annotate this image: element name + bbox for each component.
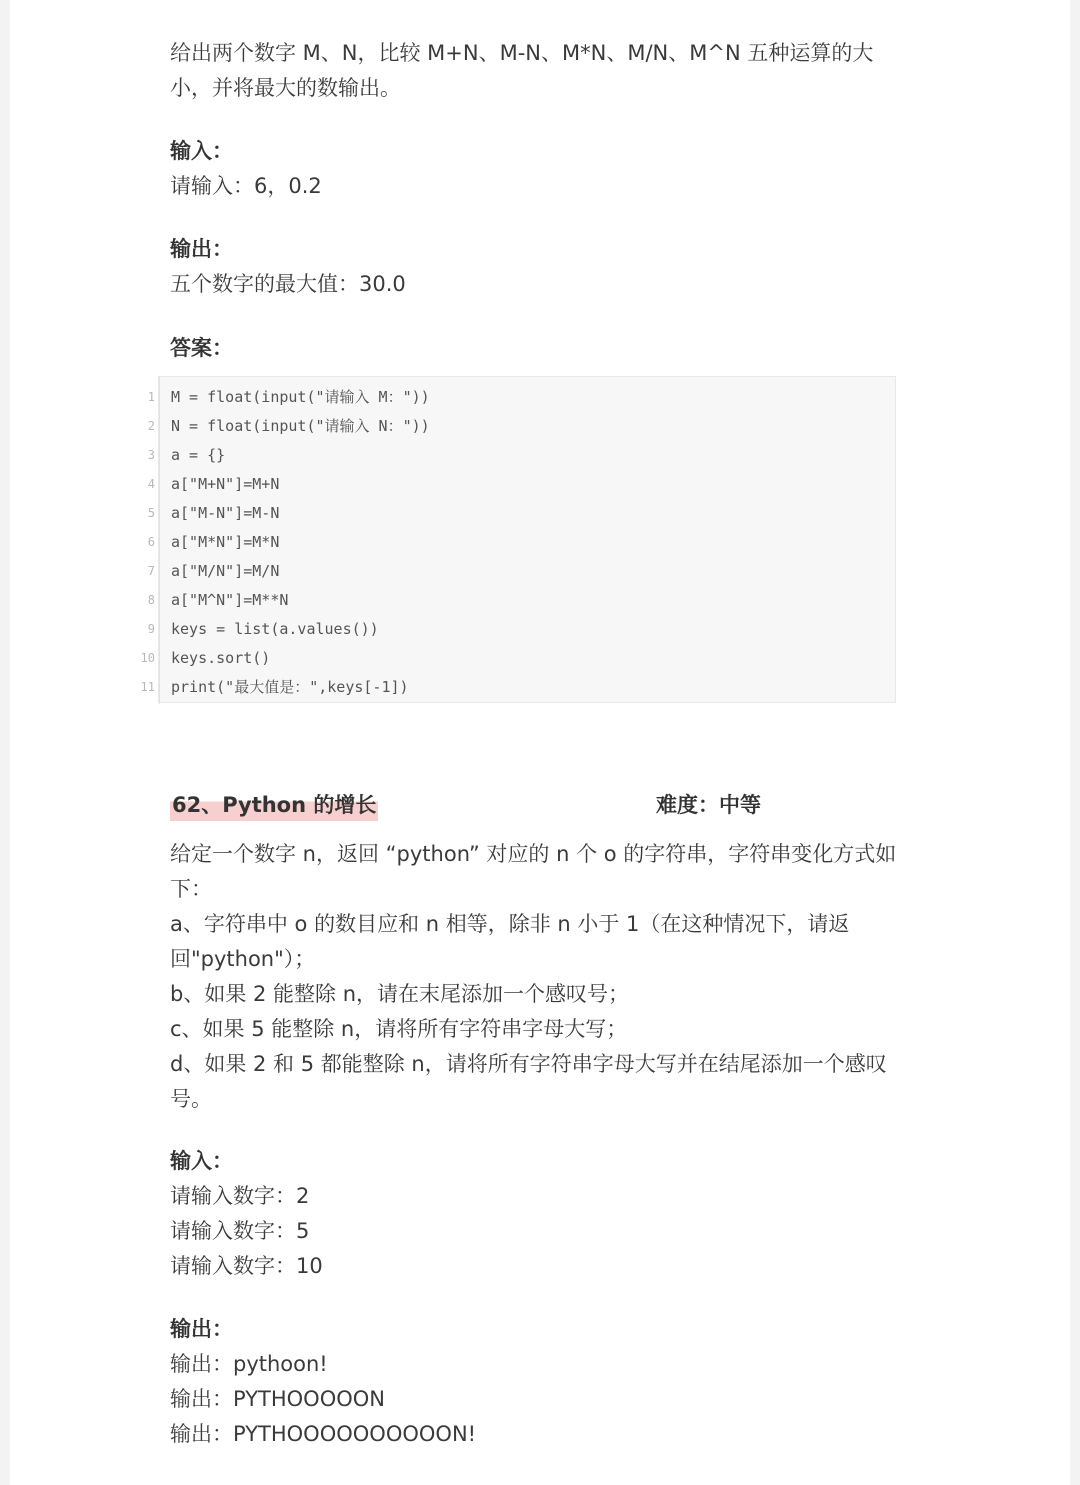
problem-description bbox=[170, 837, 910, 1117]
code-text: a["M*N"]=M*N bbox=[171, 533, 280, 551]
code-line bbox=[140, 644, 897, 673]
code-line bbox=[147, 615, 897, 644]
code-block bbox=[140, 376, 896, 703]
line-number: 2 bbox=[147, 419, 155, 433]
line-number: 6 bbox=[147, 535, 155, 549]
input-example: 请输入数字：10 bbox=[170, 1254, 323, 1278]
input-example: 请输入数字：2 bbox=[170, 1184, 310, 1208]
description-line: 给出两个数字 M、N，比较 M+N、M-N、M*N、M/N、M^N 五种运算的大 bbox=[170, 41, 874, 65]
line-number: 1 bbox=[147, 390, 155, 404]
line-number: 8 bbox=[147, 593, 155, 607]
output-heading: 输出： bbox=[170, 237, 233, 261]
code-text: N = float(input("请输入 N：")) bbox=[171, 417, 430, 435]
code-text: print("最大值是：",keys[-1]) bbox=[171, 678, 409, 696]
description-line: 回"python"）； bbox=[170, 947, 316, 971]
code-text: keys = list(a.values()) bbox=[171, 620, 379, 638]
output-example: 输出：pythoon! bbox=[170, 1352, 328, 1376]
code-text: a["M-N"]=M-N bbox=[171, 504, 280, 522]
problem-description bbox=[170, 36, 910, 106]
input-section bbox=[170, 134, 910, 204]
line-number: 3 bbox=[147, 448, 155, 462]
code-line bbox=[147, 586, 897, 615]
line-number: 5 bbox=[147, 506, 155, 520]
code-text: a["M^N"]=M**N bbox=[171, 591, 289, 609]
code-line bbox=[147, 499, 897, 528]
difficulty-label: 难度：中等 bbox=[656, 793, 761, 817]
line-number: 11 bbox=[140, 680, 155, 694]
description-line: 给定一个数字 n，返回 “python” 对应的 n 个 o 的字符串，字符串变化方式如 bbox=[170, 842, 897, 866]
code-line bbox=[147, 470, 897, 499]
answer-heading: 答案： bbox=[170, 336, 233, 360]
code-line bbox=[147, 441, 897, 470]
description-line: 小，并将最大的数输出。 bbox=[170, 76, 401, 100]
section-title bbox=[170, 787, 378, 823]
description-line: 下： bbox=[170, 877, 212, 901]
input-section bbox=[170, 1144, 910, 1284]
code-text: a = {} bbox=[171, 446, 226, 464]
input-example: 请输入：6，0.2 bbox=[170, 174, 322, 198]
line-number: 4 bbox=[147, 477, 155, 491]
answer-section bbox=[170, 331, 910, 366]
output-section bbox=[170, 1312, 910, 1452]
description-line: c、如果 5 能整除 n，请将所有字符串字母大写； bbox=[170, 1017, 628, 1041]
code-text: a["M+N"]=M+N bbox=[171, 475, 280, 493]
code-text: keys.sort() bbox=[171, 649, 271, 667]
input-heading: 输入： bbox=[170, 1149, 233, 1173]
output-example: 五个数字的最大值：30.0 bbox=[170, 272, 406, 296]
code-text: a["M/N"]=M/N bbox=[171, 562, 280, 580]
code-line bbox=[147, 557, 897, 586]
code-text: M = float(input("请输入 M：")) bbox=[171, 388, 430, 406]
line-number: 10 bbox=[140, 651, 155, 665]
input-example: 请输入数字：5 bbox=[170, 1219, 310, 1243]
description-line: b、如果 2 能整除 n，请在末尾添加一个感叹号； bbox=[170, 982, 630, 1006]
output-example: 输出：PYTHOOOOON bbox=[170, 1387, 386, 1411]
page bbox=[10, 0, 1070, 1485]
description-line: d、如果 2 和 5 都能整除 n，请将所有字符串字母大写并在结尾添加一个感叹 bbox=[170, 1052, 887, 1076]
code-line bbox=[147, 528, 897, 557]
line-number: 9 bbox=[147, 622, 155, 636]
input-heading: 输入： bbox=[170, 139, 233, 163]
description-line: a、字符串中 o 的数目应和 n 相等，除非 n 小于 1（在这种情况下，请返 bbox=[170, 912, 850, 936]
code-line bbox=[140, 673, 897, 702]
line-number: 7 bbox=[147, 564, 155, 578]
output-section bbox=[170, 232, 910, 302]
output-heading: 输出： bbox=[170, 1317, 233, 1341]
code-line bbox=[147, 412, 897, 441]
code-line bbox=[147, 383, 897, 412]
output-example: 输出：PYTHOOOOOOOOOON! bbox=[170, 1422, 477, 1446]
section-title-text: 62、Python 的增长 bbox=[170, 787, 378, 823]
description-line: 号。 bbox=[170, 1087, 212, 1111]
